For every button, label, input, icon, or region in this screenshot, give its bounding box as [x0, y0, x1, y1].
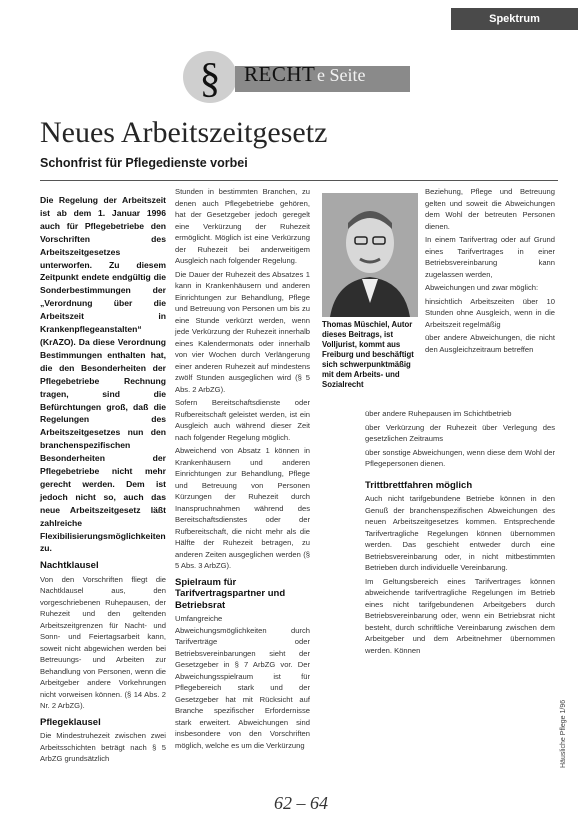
paragraph-icon [180, 48, 240, 106]
article-subtitle: Schonfrist für Pflegedienste vorbei [40, 156, 248, 170]
heading-trittbrett: Trittbrettfahren möglich [365, 479, 473, 491]
recht-seite-logo [180, 48, 410, 106]
column-2 [175, 186, 310, 753]
side-note [558, 650, 572, 770]
col2-para-1: Stunden in bestimmten Branchen, zu denen auch Pflegebetriebe gehören, hat der Gesetzgeber jedoch geregelt eine Verkürzung der Ruhezeit ermöglicht. Möglich ist eine Verkürzung der Ruhezeit bei anderweitigem Ausgleich nach folgender Regelung. [175, 187, 310, 265]
heading-pflegeklausel: Pflegeklausel [40, 716, 101, 728]
col2-para-5: Umfangreiche Abweichungsmöglichkeiten durch Tarifverträge oder Betriebsvereinbarungen sieht der Gesetzgeber in § 7 ArbZG vor. Der Abweichungsspielraum ist für Pflegebereich stark und der Gesetzgeber hat mit Rücksicht auf Branche spezifischer Erfordernisse stark erweitert. Abweichungen sind insbesondere von den Vorschriften möglich, welche es um die Verkürzung [175, 614, 310, 750]
logo-recht-text: RECHT [244, 62, 316, 86]
col3-list-item: über andere Abweichungen, die nicht den Ausgleichzeitraum betreffen [425, 333, 555, 354]
para-pflegeklausel: Die Mindestruhezeit zwischen zwei Arbeitsschichten beträgt nach § 5 ArbZG grundsätzlich [40, 731, 166, 764]
col3-para-4: Im Geltungsbereich eines Tarifvertrages können abweichende tarifvertragliche Regelungen im Betrieb eines nicht tarifgebundenen Arbeitgebers durch Betriebsvereinbarung oder, wenn ein Betriebsrat nicht besteht, durch schriftliche Vereinbarung zwischen dem Arbeitgeber und dem Arbeitnehmer übernommen werden. Können [365, 576, 555, 655]
page-mark: 62 – 64 [274, 793, 328, 813]
col2-para-3: Sofern Bereitschaftsdienste oder Rufbereitschaft geleistet werden, ist ein Ausgleich auch während dieser Zeit nach folgender Regelung möglich. [175, 398, 310, 442]
col3-dash-item: über Verkürzung der Ruhezeit über Verlegung des gesetzlichen Zeitraums [365, 422, 555, 443]
column-3 [425, 186, 555, 357]
photo-caption: Thomas Müschiel, Autor dieses Beitrags, ist Volljurist, kommt aus Freiburg und beschäftigt sich schwerpunktmäßig mit dem Arbeits- und Sozialrecht [322, 320, 414, 389]
heading-spielraum: Spielraum für Tarifvertragspartner und Betriebsrat [175, 576, 286, 611]
section-label: Spektrum [451, 8, 578, 30]
heading-nachtklausel: Nachtklausel [40, 560, 99, 572]
article-title: Neues Arbeitszeitgesetz [40, 116, 328, 149]
para-nachtklausel: Von den Vorschriften fliegt die Nachtklausel aus, den vorgeschriebenen Ruhepausen, der Ruhezeit und den geltenden Arbeitszeitgrenzen für Nacht- und Sonn- und Feiertagsarbeit kann, soweit nicht abgewichen werden bei Betreuungs- und Arbeiten zur Behandlung von Personen, wenn die Arbeitgeber andere Vorkehrungen nicht vorweisen können. (§ 14 Abs. 2 Nr. 2 ArbZG). [40, 574, 166, 711]
column-3-lower [365, 408, 555, 658]
column-1 [40, 194, 166, 767]
col2-para-2: Die Dauer der Ruhezeit des Absatzes 1 kann in Krankenhäusern und anderen Einrichtungen zur Behandlung, Pflege und Betreuung von Personen um bis zu eine Stunde verkürzt werden, wenn jede Verkürzung der Ruhezeit innerhalb eines Kalendermonats oder innerhalb von vier Wochen durch Verlängerung einer anderen Ruhezeit auf mindestens zwölf Stunden ausgeglichen wird (§ 5 Abs. 2 ArbZG). [175, 269, 310, 394]
col3-list-item: Abweichungen und zwar möglich: [425, 283, 539, 292]
col3-para-2: In einem Tarifvertrag oder auf Grund eines Tarifvertrages in einer Betriebsvereinbarung kann zugelassen werden, [425, 235, 555, 279]
author-photo [322, 193, 418, 317]
side-note-text: Häusliche Pflege 1/96 [560, 699, 567, 768]
col2-para-4: Abweichend von Absatz 1 können in Krankenhäusern und anderen Einrichtungen zur Behandlung, Pflege und Betreuung von Personen Kürzungen der Ruhezeit durch Inanspruchnahmen während des Bereitschaftsdienstes oder der Rufbereitschaft, die nicht mehr als die Hälfte der Ruhezeit betragen, zu anderen Zeiten ausgeglichen werden (§ 5 Abs. 3 ArbZG). [175, 446, 310, 570]
article-lead: Die Regelung der Arbeitszeit ist ab dem 1. Januar 1996 auch für Pflegebetriebe den Vorschriften des Arbeitszeitgesetzes unterworfen. Zu diesem Zeitpunkt endete endgültig die Sonderbestimmungen der „Verordnung über die Arbeitszeit in Krankenpflegeanstalten“ (KrAZO). Da diese Verordnung Bestimmungen enthalten hat, die den Besonderheiten der Pflegebetriebe Rechnung tragen, sind die Befürchtungen groß, daß die Regelungen des Arbeitszeitgesetzes nun den branchenspezifischen Besonderheiten der Pflegebetriebe nicht mehr gerecht werden. Dem ist jedoch nicht so, auch das neue Arbeitszeitgesetz läßt zahlreiche Flexibilisierungsmöglichkeiten zu. [40, 195, 166, 554]
col3-para-1: Beziehung, Pflege und Betreuung gelten und soweit die Abweichungen dem Wohl der betreuten Personen dienen. [425, 187, 555, 231]
col3-para-3: Auch nicht tarifgebundene Betriebe können in den Genuß der branchenspezifischen Abweichungen des neuen Arbeitszeitgesetzes kommen. Entsprechende Tarifvertragliche Regelungen können übernommen werden. Das geschieht entweder durch eine Betriebsvereinbarung oder, in nicht mitbestimmten Betrieben durch individuelle Vereinbarung. [365, 494, 555, 572]
col3-dash-item: über sonstige Abweichungen, wenn diese dem Wohl der Pflegepersonen dienen. [365, 447, 555, 468]
col3-dash-item: über andere Ruhepausen im Schichtbetrieb [365, 409, 512, 418]
logo-seite-text: e Seite [317, 65, 366, 85]
svg-text:§: § [199, 56, 221, 102]
title-divider [40, 180, 558, 181]
col3-list-item: hinsichtlich Arbeitszeiten über 10 Stunden ohne Ausgleich, wenn in die Arbeitszeit regelmäßig [425, 296, 555, 329]
